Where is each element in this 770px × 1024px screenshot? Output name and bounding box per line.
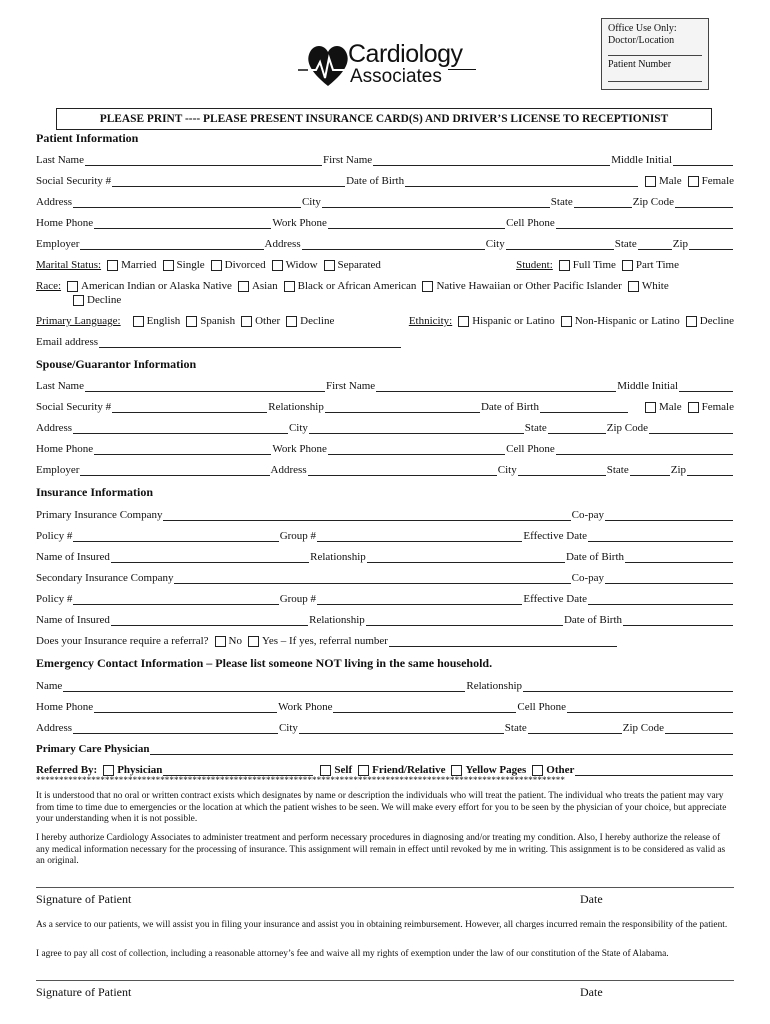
contract-disclaimer-paragraph: It is understood that no oral or written contract exists which designates by name or description the individuals who will treat the patient. The individual who treats the patient may vary from time to time due to emergencies or the location at which the patient wishes to be seen. We will make every effort for you to be seen by the physician of your choice, but appreciate your understanding when it is not possible. [36, 791, 727, 825]
spouse-city-label: City [288, 422, 308, 434]
referral-no-label: No [228, 635, 242, 647]
spouse-employer-zip-field[interactable] [687, 464, 733, 476]
secondary-insurance-field[interactable] [174, 572, 570, 584]
state-field[interactable] [574, 196, 632, 208]
male-checkbox[interactable] [645, 176, 656, 187]
hispanic-label: Hispanic or Latino [472, 315, 555, 327]
spouse-zip-label: Zip Code [606, 422, 649, 434]
primary-policy-label: Policy # [36, 530, 73, 542]
divorced-label: Divorced [224, 259, 266, 271]
separated-label: Separated [337, 259, 381, 271]
primary-copay-field[interactable] [605, 509, 733, 521]
spouse-employer-city-field[interactable] [518, 464, 606, 476]
race-native-hawaiian-checkbox[interactable] [422, 281, 433, 292]
office-use-box [601, 18, 709, 90]
secondary-policy-field[interactable] [73, 593, 278, 605]
english-checkbox[interactable] [133, 316, 144, 327]
spouse-cell-phone-label: Cell Phone [506, 443, 555, 455]
primary-insured-label: Name of Insured [36, 551, 110, 563]
referred-yellow-pages-label: Yellow Pages [465, 764, 527, 776]
home-phone-label: Home Phone [36, 217, 94, 229]
primary-insured-dob-label: Date of Birth [565, 551, 625, 563]
primary-policy-row [36, 528, 734, 542]
ssn-label: Social Security # [36, 175, 112, 187]
race-american-indian-checkbox[interactable] [67, 281, 78, 292]
patient-phone-row [36, 215, 734, 229]
emergency-zip-label: Zip Code [622, 722, 665, 734]
married-checkbox[interactable] [107, 260, 118, 271]
primary-language-label: Primary Language: [36, 315, 121, 327]
primary-policy-field[interactable] [73, 530, 278, 542]
emergency-work-phone-label: Work Phone [278, 701, 333, 713]
first-name-field[interactable] [373, 154, 610, 166]
primary-insured-row [36, 549, 734, 563]
middle-initial-field[interactable] [673, 154, 733, 166]
logo [298, 40, 478, 90]
emergency-zip-field[interactable] [665, 722, 733, 734]
race-black-checkbox[interactable] [284, 281, 295, 292]
primary-group-label: Group # [279, 530, 317, 542]
race-decline-row [67, 292, 267, 306]
dob-field[interactable] [405, 175, 638, 187]
emergency-city-label: City [278, 722, 298, 734]
emergency-name-label: Name [36, 680, 63, 692]
spouse-home-phone-label: Home Phone [36, 443, 94, 455]
office-patient-number-label: Patient Number [608, 59, 672, 70]
spanish-checkbox[interactable] [186, 316, 197, 327]
primary-relationship-field[interactable] [367, 551, 565, 563]
secondary-copay-label: Co-pay [571, 572, 604, 584]
ethnicity-decline-checkbox[interactable] [686, 316, 697, 327]
full-time-label: Full Time [572, 259, 616, 271]
spouse-relationship-field[interactable] [325, 401, 480, 413]
emergency-state-label: State [504, 722, 527, 734]
address-field[interactable] [73, 196, 301, 208]
referral-yes-checkbox[interactable] [248, 636, 259, 647]
referred-physician-label: Physician [117, 764, 163, 776]
spouse-middle-initial-label: Middle Initial [617, 380, 679, 392]
primary-insurance-label: Primary Insurance Company [36, 509, 163, 521]
employer-label: Employer [36, 238, 80, 250]
logo-text-line1: Cardiology [348, 40, 463, 68]
spouse-ssn-row [36, 399, 734, 413]
emergency-phone-row [36, 699, 734, 713]
instruction-banner-text: PLEASE PRINT ---- PLEASE PRESENT INSURANCE CARD(S) AND DRIVER’S LICENSE TO RECEPTIONIST [99, 113, 669, 125]
race-black-label: Black or African American [297, 280, 417, 292]
race-american-indian-label: American Indian or Alaska Native [81, 280, 232, 292]
emergency-home-phone-field[interactable] [94, 701, 277, 713]
emergency-relationship-label: Relationship [466, 680, 522, 692]
email-field[interactable] [99, 336, 401, 348]
spouse-address-field[interactable] [73, 422, 288, 434]
asterisk-divider: ******************************************************************************************************************* [36, 775, 565, 785]
patient-name-row [36, 152, 734, 166]
spouse-last-name-field[interactable] [85, 380, 325, 392]
spouse-employer-state-label: State [606, 464, 629, 476]
office-use-title: Office Use Only: [608, 23, 677, 34]
spouse-phone-row [36, 441, 734, 455]
race-label: Race: [36, 280, 62, 292]
secondary-group-label: Group # [279, 593, 317, 605]
emergency-home-phone-label: Home Phone [36, 701, 94, 713]
cell-phone-field[interactable] [556, 217, 733, 229]
cell-phone-label: Cell Phone [506, 217, 555, 229]
insurance-info-heading: Insurance Information [36, 485, 154, 499]
employer-address-label: Address [264, 238, 301, 250]
last-name-field[interactable] [85, 154, 322, 166]
language-decline-checkbox[interactable] [286, 316, 297, 327]
work-phone-label: Work Phone [272, 217, 327, 229]
spouse-employer-state-field[interactable] [630, 464, 670, 476]
primary-group-field[interactable] [317, 530, 522, 542]
single-checkbox[interactable] [163, 260, 174, 271]
emergency-cell-phone-field[interactable] [567, 701, 733, 713]
secondary-relationship-field[interactable] [366, 614, 563, 626]
emergency-contact-heading: Emergency Contact Information – Please list someone NOT living in the same household. [36, 656, 493, 670]
work-phone-field[interactable] [328, 217, 505, 229]
spouse-middle-initial-field[interactable] [679, 380, 733, 392]
language-other-checkbox[interactable] [241, 316, 252, 327]
emergency-relationship-field[interactable] [523, 680, 733, 692]
race-decline-label: Decline [87, 294, 122, 306]
signature-line-2[interactable] [36, 980, 734, 981]
zip-label: Zip Code [632, 196, 675, 208]
secondary-insured-dob-label: Date of Birth [563, 614, 623, 626]
secondary-copay-field[interactable] [605, 572, 733, 584]
spouse-work-phone-field[interactable] [328, 443, 505, 455]
widow-label: Widow [285, 259, 318, 271]
referred-self-label: Self [334, 764, 353, 776]
spouse-cell-phone-field[interactable] [556, 443, 733, 455]
emergency-state-field[interactable] [528, 722, 622, 734]
marital-status-label: Marital Status: [36, 259, 102, 271]
secondary-insured-row [36, 612, 734, 626]
emergency-city-field[interactable] [299, 722, 504, 734]
language-decline-label: Decline [300, 315, 335, 327]
secondary-insured-dob-field[interactable] [623, 614, 733, 626]
secondary-policy-row [36, 591, 734, 605]
referral-yes-label: Yes – If yes, referral number [262, 635, 388, 647]
email-row [36, 334, 402, 348]
office-doctor-label: Doctor/Location [608, 35, 675, 46]
male-label: Male [659, 175, 682, 187]
spouse-female-label: Female [701, 401, 734, 413]
spouse-employer-address-field[interactable] [308, 464, 497, 476]
divorced-checkbox[interactable] [211, 260, 222, 271]
primary-insurance-field[interactable] [163, 509, 570, 521]
patient-address-row [36, 194, 734, 208]
secondary-insured-label: Name of Insured [36, 614, 110, 626]
spouse-relationship-label: Relationship [268, 401, 324, 413]
referral-row [36, 633, 618, 647]
employer-city-label: City [485, 238, 505, 250]
dob-label: Date of Birth [346, 175, 405, 187]
part-time-label: Part Time [635, 259, 679, 271]
non-hispanic-checkbox[interactable] [561, 316, 572, 327]
city-field[interactable] [322, 196, 550, 208]
secondary-insurance-row [36, 570, 734, 584]
patient-employer-row [36, 236, 734, 250]
single-label: Single [176, 259, 205, 271]
spouse-employer-address-label: Address [270, 464, 307, 476]
signature-label-2: Signature of Patient [36, 985, 132, 999]
referral-number-field[interactable] [389, 635, 617, 647]
widow-checkbox[interactable] [272, 260, 283, 271]
spouse-home-phone-field[interactable] [94, 443, 271, 455]
language-other-label: Other [255, 315, 281, 327]
email-label: Email address [36, 336, 99, 348]
patient-ssn-row [36, 173, 734, 187]
office-patient-number-field[interactable] [608, 71, 702, 82]
race-white-checkbox[interactable] [628, 281, 639, 292]
ethnicity-label: Ethnicity: [408, 315, 453, 327]
employer-zip-label: Zip [672, 238, 688, 250]
race-native-hawaiian-label: Native Hawaiian or Other Pacific Islander [436, 280, 622, 292]
primary-effective-date-field[interactable] [588, 530, 733, 542]
logo-text-line2: Associates [350, 66, 442, 87]
primary-copay-label: Co-pay [571, 509, 604, 521]
spouse-first-name-field[interactable] [376, 380, 616, 392]
employer-state-label: State [614, 238, 637, 250]
patient-info-heading: Patient Information [36, 131, 139, 145]
secondary-effective-date-label: Effective Date [523, 593, 588, 605]
married-label: Married [121, 259, 157, 271]
spouse-city-field[interactable] [309, 422, 524, 434]
referred-friend-label: Friend/Relative [372, 764, 446, 776]
student-label: Student: [516, 259, 553, 271]
race-decline-checkbox[interactable] [73, 295, 84, 306]
full-time-checkbox[interactable] [559, 260, 570, 271]
part-time-checkbox[interactable] [622, 260, 633, 271]
spouse-dob-field[interactable] [540, 401, 628, 413]
employer-zip-field[interactable] [689, 238, 733, 250]
secondary-insurance-label: Secondary Insurance Company [36, 572, 174, 584]
primary-insured-dob-field[interactable] [625, 551, 733, 563]
race-asian-checkbox[interactable] [238, 281, 249, 292]
primary-insurance-row [36, 507, 734, 521]
referred-by-row [36, 762, 734, 776]
secondary-relationship-label: Relationship [309, 614, 365, 626]
referral-question-label: Does your Insurance require a referral? [36, 635, 209, 647]
emergency-work-phone-field[interactable] [333, 701, 516, 713]
separated-checkbox[interactable] [324, 260, 335, 271]
secondary-effective-date-field[interactable] [588, 593, 733, 605]
address-label: Address [36, 196, 73, 208]
first-name-label: First Name [322, 154, 373, 166]
spouse-ssn-label: Social Security # [36, 401, 112, 413]
signature-label-1: Signature of Patient [36, 892, 132, 906]
spouse-dob-label: Date of Birth [480, 401, 539, 413]
city-label: City [301, 196, 321, 208]
spouse-state-label: State [524, 422, 547, 434]
employer-address-field[interactable] [302, 238, 485, 250]
spouse-address-label: Address [36, 422, 73, 434]
referred-other-label: Other [546, 764, 575, 776]
female-checkbox[interactable] [688, 176, 699, 187]
spouse-employer-row [36, 462, 734, 476]
emergency-address-label: Address [36, 722, 73, 734]
pcp-label: Primary Care Physician [36, 743, 150, 755]
spouse-female-checkbox[interactable] [688, 402, 699, 413]
instruction-banner [56, 108, 712, 130]
primary-relationship-label: Relationship [310, 551, 366, 563]
spanish-label: Spanish [200, 315, 236, 327]
race-row [36, 278, 734, 292]
primary-insured-field[interactable] [111, 551, 309, 563]
spouse-male-label: Male [659, 401, 682, 413]
pcp-field[interactable] [150, 743, 733, 755]
primary-effective-date-label: Effective Date [523, 530, 588, 542]
emergency-name-field[interactable] [63, 680, 465, 692]
marital-row [36, 257, 734, 271]
last-name-label: Last Name [36, 154, 84, 166]
spouse-first-name-label: First Name [325, 380, 376, 392]
spouse-employer-label: Employer [36, 464, 80, 476]
spouse-work-phone-label: Work Phone [272, 443, 327, 455]
spouse-employer-field[interactable] [80, 464, 269, 476]
spouse-info-heading: Spouse/Guarantor Information [36, 357, 197, 371]
spouse-state-field[interactable] [548, 422, 606, 434]
spouse-last-name-label: Last Name [36, 380, 84, 392]
referral-no-checkbox[interactable] [215, 636, 226, 647]
hispanic-checkbox[interactable] [458, 316, 469, 327]
signature-date-label-1: Date [580, 892, 603, 906]
signature-date-label-2: Date [580, 985, 603, 999]
race-white-label: White [641, 280, 669, 292]
referred-by-label: Referred By: [36, 764, 98, 776]
emergency-name-row [36, 678, 734, 692]
non-hispanic-label: Non-Hispanic or Latino [574, 315, 680, 327]
pcp-row [36, 741, 734, 755]
spouse-employer-zip-label: Zip [670, 464, 686, 476]
english-label: English [146, 315, 181, 327]
emergency-cell-phone-label: Cell Phone [517, 701, 566, 713]
spouse-zip-field[interactable] [649, 422, 733, 434]
employer-state-field[interactable] [638, 238, 672, 250]
signature-line-1[interactable] [36, 887, 734, 888]
ethnicity-decline-label: Decline [699, 315, 734, 327]
secondary-insured-field[interactable] [111, 614, 308, 626]
spouse-employer-city-label: City [497, 464, 517, 476]
employer-field[interactable] [80, 238, 263, 250]
spouse-ssn-field[interactable] [112, 401, 267, 413]
race-asian-label: Asian [251, 280, 278, 292]
secondary-group-field[interactable] [317, 593, 522, 605]
middle-initial-label: Middle Initial [611, 154, 673, 166]
spouse-address-row [36, 420, 734, 434]
collection-agreement-paragraph: I agree to pay all cost of collection, including a reasonable attorney’s fee and waive all my rights of exemption under the law of our constitution of the State of Alabama. [36, 949, 669, 959]
employer-city-field[interactable] [506, 238, 614, 250]
home-phone-field[interactable] [94, 217, 271, 229]
ssn-field[interactable] [112, 175, 345, 187]
emergency-address-field[interactable] [73, 722, 278, 734]
zip-field[interactable] [675, 196, 733, 208]
state-label: State [550, 196, 573, 208]
office-doctor-field[interactable] [608, 47, 702, 56]
female-label: Female [701, 175, 735, 187]
emergency-address-row [36, 720, 734, 734]
language-row [36, 313, 734, 327]
secondary-policy-label: Policy # [36, 593, 73, 605]
spouse-male-checkbox[interactable] [645, 402, 656, 413]
authorization-paragraph: I hereby authorize Cardiology Associates to administer treatment and perform necessary procedures in diagnosing and/or treating my condition. Also, I hereby authorize the release of any medical information necessary for the processing of insurance. This assignment will remain in effect until revoked by me in writing. This assignment is to be considered as valid as an original. [36, 833, 726, 867]
billing-service-paragraph: As a service to our patients, we will assist you in filing your insurance and assist you in obtaining reimbursement. However, all charges incurred remain the responsibility of the patient. [36, 920, 728, 930]
spouse-name-row [36, 378, 734, 392]
